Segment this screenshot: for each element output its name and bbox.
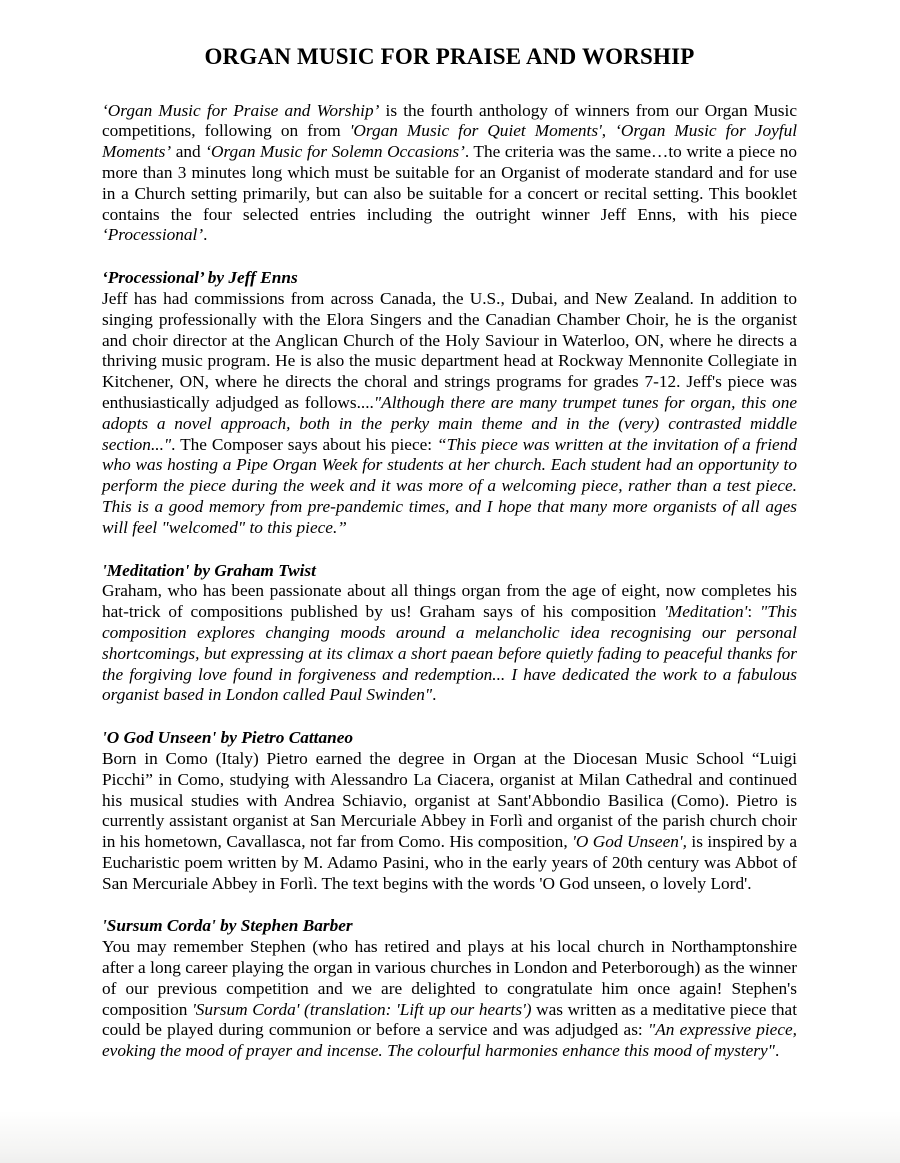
- section-paragraph-o-god-unseen: [102, 749, 797, 895]
- section-paragraph-processional: [102, 289, 797, 539]
- section-heading-o-god-unseen: 'O God Unseen' by Pietro Cattaneo: [102, 728, 354, 748]
- text-run-italic: ‘Processional’: [102, 225, 204, 245]
- text-run-italic: ‘Organ Music for Solemn Occasions’: [205, 142, 465, 162]
- section-paragraph-sursum-corda: [102, 937, 797, 1062]
- document-title: ORGAN MUSIC FOR PRAISE AND WORSHIP: [204, 44, 695, 69]
- section-meditation: [102, 561, 797, 707]
- text-run-italic: ‘Organ Music for Joyful Moments’: [102, 121, 798, 162]
- text-run: Born in Como (Italy) Pietro earned the degree in Organ at the Diocesan Music School “Luigi Picchi” in Como, studying with Alessandro La Ciacera, organist at Milan Cathedral and continued his musical studies with Andrea Schiavio, organist at Sant'Abbondio Basilica (Como). Pietro is currently assistant organist at San Mercuriale Abbey in Forlì and organist of the parish church choir in his hometown, Cavallasca, not far from Como. His composition,: [102, 748, 797, 852]
- text-run: ,: [601, 121, 616, 141]
- text-run-italic: 'O God Unseen',: [572, 832, 687, 852]
- text-run-italic: ‘Organ Music for Praise and Worship’: [102, 100, 380, 120]
- section-heading-meditation: 'Meditation' by Graham Twist: [102, 560, 316, 580]
- text-run: . The criteria was the same…to write a piece no more than 3 minutes long which must be suitable for an Organist of moderate standard and for use in a Church setting primarily, but can also be suitable for a concert or recital setting. This booklet contains the four selected entries including the outright winner Jeff Enns, with his piece: [102, 142, 798, 224]
- text-run-italic: "An expressive piece, evoking the mood of prayer and incense. The colourful harmonies enhance this mood of mystery": [102, 1020, 798, 1061]
- text-run: is inspired by a Eucharistic poem written by M. Adamo Pasini, who in the early years of 20th century was Abbot of San Mercuriale Abbey in Forlì. The text begins with the words 'O God unseen, o lovely Lord'.: [102, 832, 798, 893]
- text-run: .: [432, 685, 437, 705]
- text-run-italic: 'Sursum Corda' (translation: 'Lift up our hearts'): [192, 999, 532, 1019]
- text-run: Graham, who has been passionate about all things organ from the age of eight, now completes his hat-trick of compositions published by us! Graham says of his composition: [102, 581, 797, 622]
- text-run: .: [774, 1041, 780, 1061]
- text-run: . The Composer says about his piece:: [171, 434, 437, 454]
- text-run: You may remember Stephen (who has retired and plays at his local church in Northamptonshire after a long career playing the organ in various churches in London and Peterborough) as the winner of our previous competition and we are delighted to congratulate him once again! Stephen's composition: [102, 937, 797, 1019]
- text-run-italic: 'Organ Music for Quiet Moments': [349, 121, 602, 141]
- section-processional: [102, 268, 797, 538]
- text-run: and: [171, 142, 206, 162]
- text-run: was written as a meditative piece that could be played during communion or before a service and was adjudged as:: [102, 999, 798, 1040]
- text-run: .: [203, 225, 208, 245]
- section-sursum-corda: [102, 916, 797, 1062]
- text-run-italic: "This composition explores changing moods around a melancholic idea recognising our personal shortcomings, but expressing at its climax a short paean before quietly fading to peaceful thanks for the forgiving love found in forgiveness and redemption... I have dedicated the work to a fabulous organist based in London called Paul Swinden": [102, 602, 798, 705]
- section-heading-processional: ‘Processional’ by Jeff Enns: [102, 268, 298, 288]
- text-run: is the fourth anthology of winners from our Organ Music competitions, following on from: [102, 100, 797, 141]
- text-run-italic: “This piece was written at the invitation of a friend who was hosting a Pipe Organ Week for students at her church. Each student had an opportunity to perform the piece during the week and it was more of a welcoming piece, rather than a test piece. This is a good memory from pre-pandemic times, and I hope that many more organists of all ages will feel "welcomed" to this piece.”: [102, 434, 797, 537]
- section-paragraph-meditation: [102, 581, 797, 706]
- text-run-italic: 'Meditation': [664, 602, 748, 622]
- text-run: :: [747, 602, 760, 622]
- intro-paragraph: [102, 101, 797, 247]
- section-o-god-unseen: [102, 728, 797, 894]
- section-heading-sursum-corda: 'Sursum Corda' by Stephen Barber: [102, 916, 353, 936]
- text-run-italic: "Although there are many trumpet tunes for organ, this one adopts a novel approach, both in the perky main theme and in the (very) contrasted middle section...": [102, 392, 797, 454]
- text-run: Jeff has had commissions from across Canada, the U.S., Dubai, and New Zealand. In addition to singing professionally with the Elora Singers and the Canadian Chamber Choir, he is the organist and choir director at the Anglican Church of the Holy Saviour in Waterloo, ON, where he directs a thriving music program. He is also the music department head at Rockway Mennonite Collegiate in Kitchener, ON, where he directs the choral and strings programs for grades 7-12. Jeff's piece was enthusiastically adjudged as follows....: [102, 288, 797, 412]
